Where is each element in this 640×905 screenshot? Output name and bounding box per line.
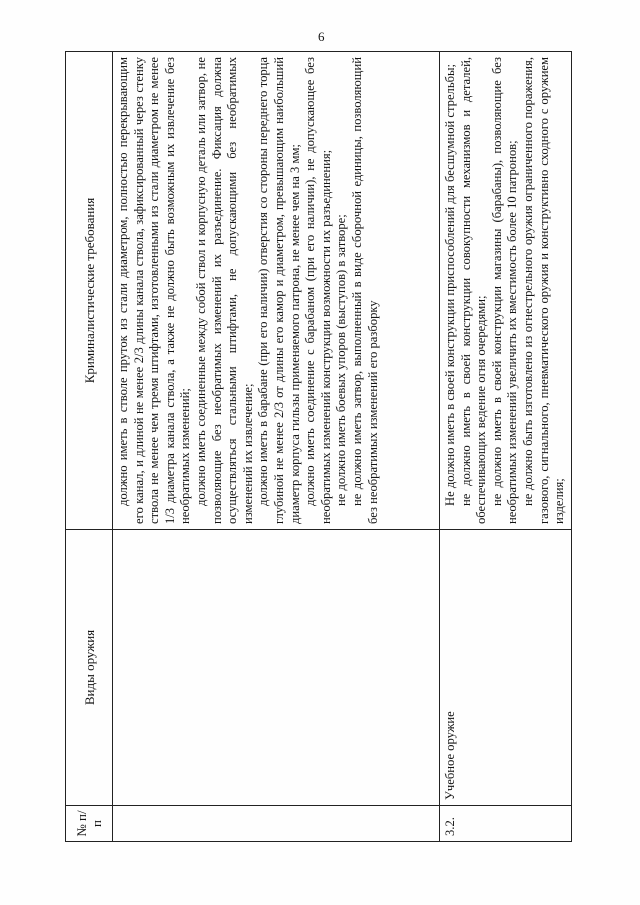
row-requirements <box>113 52 440 530</box>
header-weapon-kinds: Виды оружия <box>66 530 113 806</box>
requirement-item: не должно иметь затвор, выполненный в виде сборочной единицы, позволяющий без необратимых изменений его разборку <box>349 57 380 524</box>
requirement-item: Не должно иметь в своей конструкции приспособлений для бесшумной стрельбы; <box>443 64 457 506</box>
row-weapon-kind <box>113 530 440 806</box>
header-number: № п/п <box>66 806 113 842</box>
row-weapon-kind: Учебное оружие <box>440 530 572 806</box>
requirement-item: не должно иметь в своей конструкции магазины (барабаны), позволяющие без необратимых изменений увеличить их вместимость более 10 патронов; <box>489 57 520 524</box>
row-number <box>113 806 440 842</box>
page-number: 6 <box>318 29 325 44</box>
requirements-table <box>65 51 572 842</box>
table-row <box>113 52 440 842</box>
requirement-item: не должно иметь боевых упоров (выступов) в затворе; <box>334 214 349 506</box>
requirement-item: должно иметь в стволе пруток из стали диаметром, полностью перекрывающим его канал, и длиной не менее 2/3 длины канала ствола, зафиксированный через стенку ствола не менее чем тремя штифтами, изготовленными из стали диаметром не менее 1/3 диаметра канала ствола, а также не должно быть возможным их извлечение без необратимых изменений; <box>116 57 193 524</box>
row-number: 3.2. <box>440 806 572 842</box>
requirement-item: должно иметь в барабане (при его наличии) отверстия со стороны переднего торца глубиной не менее 2/3 от длины его камор и диаметром, превышающим наибольший диаметр корпуса гильзы применяемого патрона, не менее чем на 3 мм; <box>256 57 302 524</box>
requirement-item: не должно иметь в своей конструкции совокупности механизмов и деталей, обеспечивающих ведение огня очередями; <box>458 57 489 524</box>
header-requirements: Криминалистические требования <box>66 52 113 530</box>
requirement-item: должно иметь соединение с барабаном (при его наличии), не допускающее без необратимых изменений конструкции возможности их разъединения; <box>303 57 333 524</box>
table-header-row <box>66 52 113 842</box>
requirement-item: должно иметь соединенные между собой ствол и корпусную деталь или затвор, не позволяющие без необратимых изменений их разъединение. Фиксация должна осуществляться стальными штифтами, не допускающими без необратимых изменений их извлечение; <box>193 57 255 524</box>
rotated-table-frame <box>65 52 567 842</box>
requirement-item: не должно быть изготовлено из огнестрельного оружия ограниченного поражения, газового, сигнального, пневматического оружия и конструктивно сходного с оружием изделия; <box>520 57 567 524</box>
table-row <box>440 52 572 842</box>
row-requirements <box>440 52 572 530</box>
